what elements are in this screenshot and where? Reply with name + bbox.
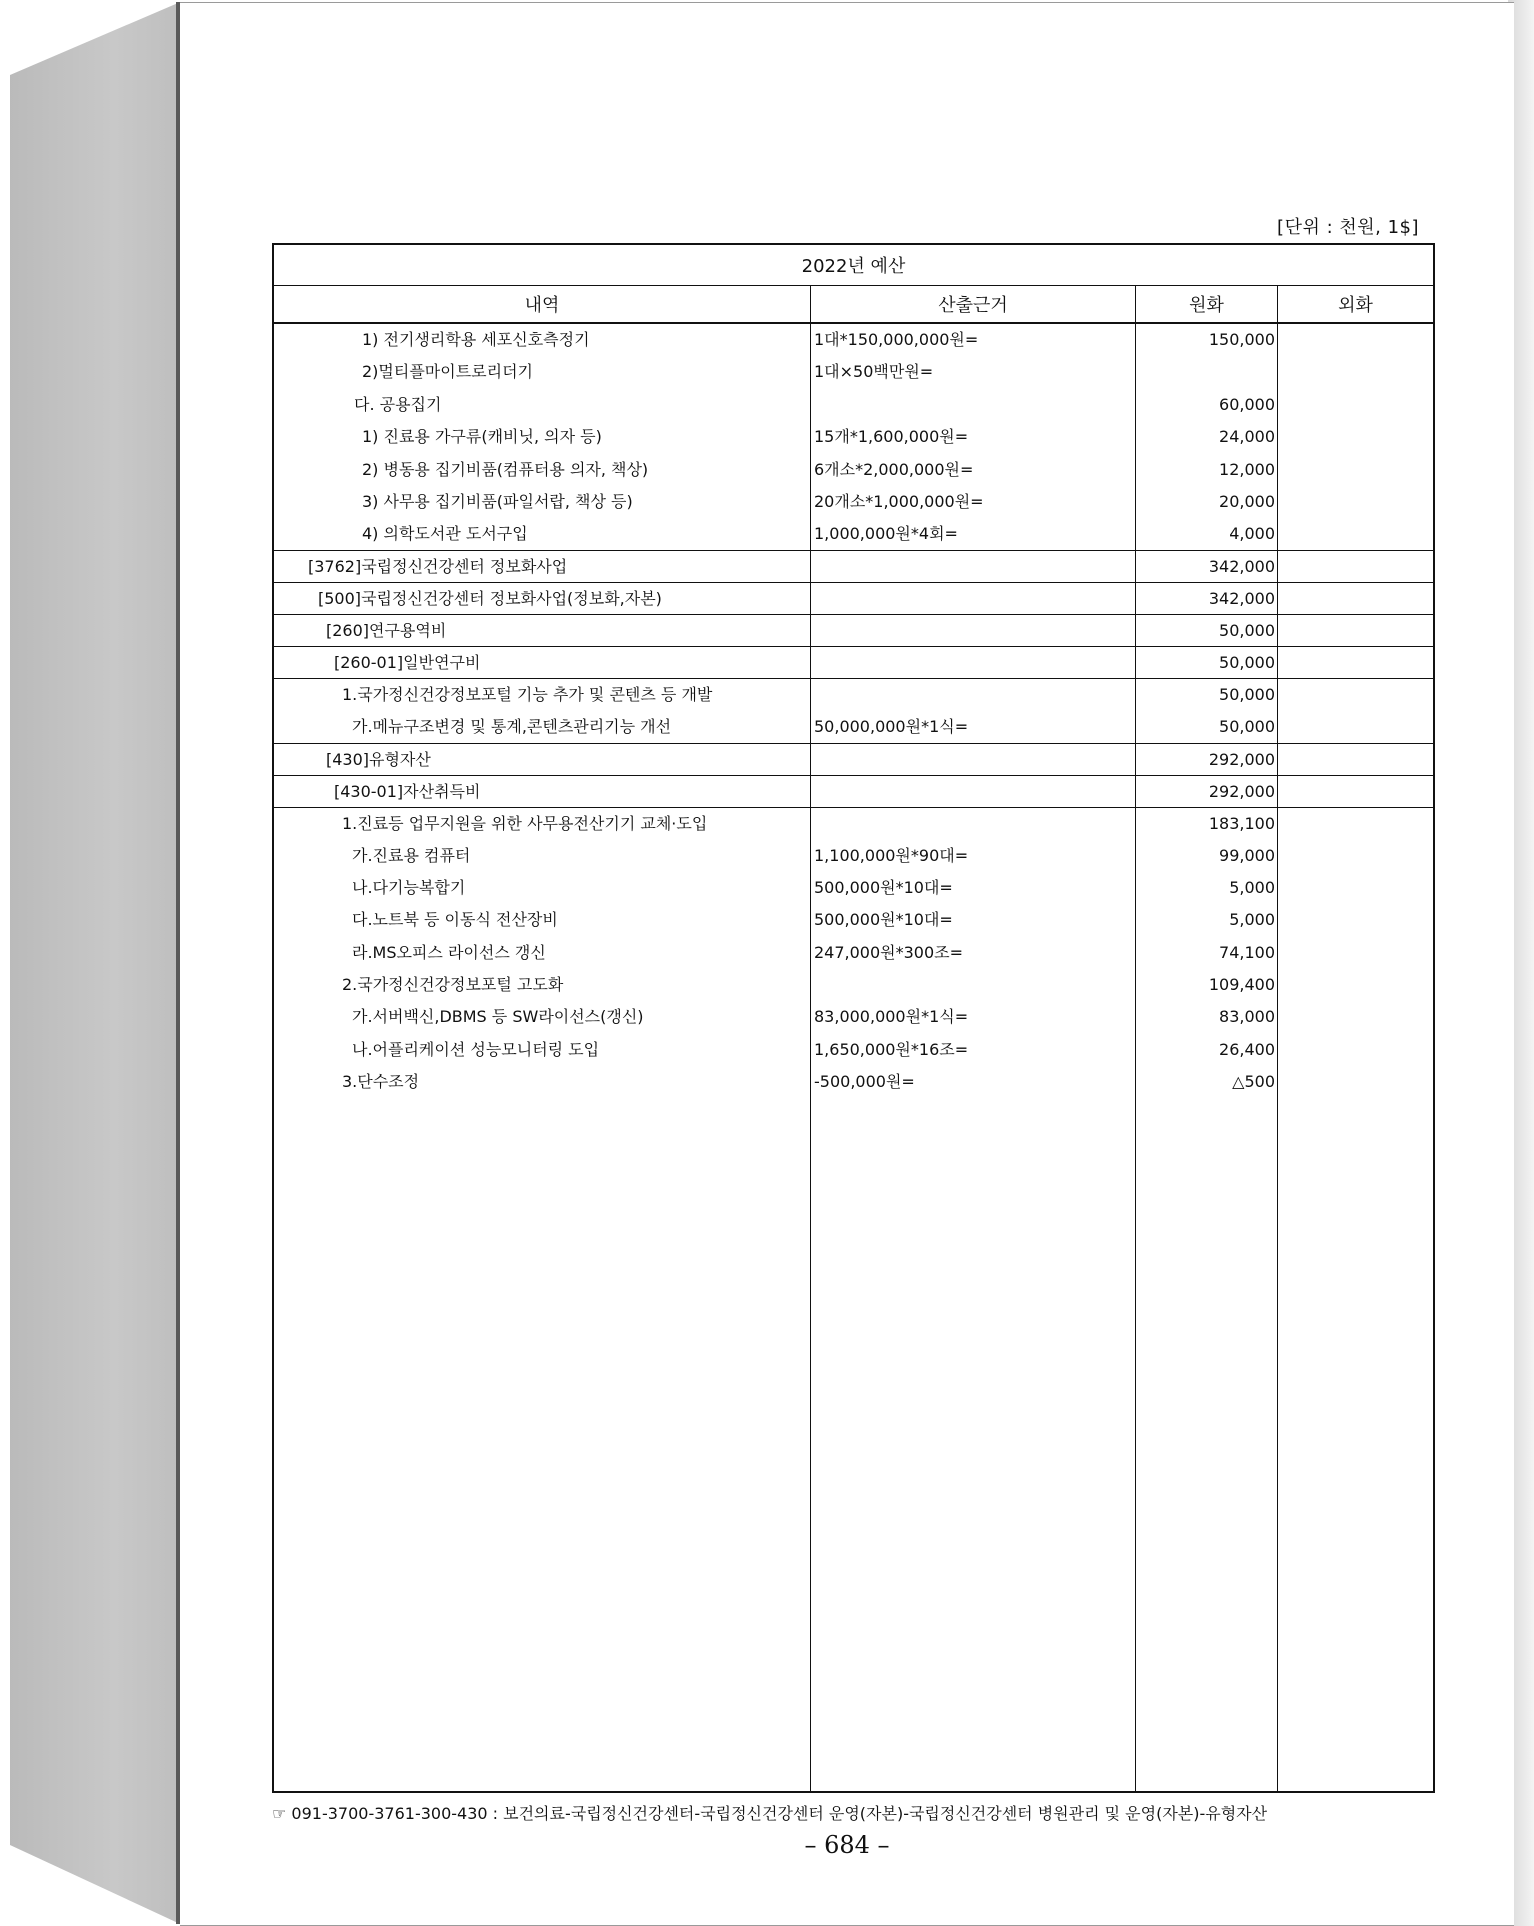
row-details: [260-01]일반연구비 xyxy=(334,653,481,672)
row-basis: 500,000원*10대= xyxy=(814,910,953,929)
row-won: 12,000 xyxy=(1219,460,1275,479)
binding-spine xyxy=(0,0,190,1926)
merged-cell xyxy=(811,552,1135,582)
table-row xyxy=(274,454,1433,486)
row-details: 1) 진료용 가구류(캐비닛, 의자 등) xyxy=(362,427,602,446)
row-won: 20,000 xyxy=(1219,492,1275,511)
row-basis: 1대*150,000,000원= xyxy=(814,330,979,349)
table-row xyxy=(274,904,1433,936)
table-row xyxy=(274,518,1433,550)
table-row xyxy=(274,646,1433,678)
row-won: 4,000 xyxy=(1229,524,1275,543)
table-row xyxy=(274,1001,1433,1033)
row-details: [430]유형자산 xyxy=(326,750,431,769)
row-won: 292,000 xyxy=(1208,782,1275,801)
year-header: 2022년 예산 xyxy=(274,245,1433,286)
merged-cell xyxy=(811,648,1135,678)
row-won: 60,000 xyxy=(1219,395,1275,414)
row-details: [3762]국립정신건강센터 정보화사업 xyxy=(308,557,568,576)
table-row xyxy=(274,486,1433,518)
row-details: 4) 의학도서관 도서구입 xyxy=(362,524,528,543)
row-basis: 1,000,000원*4회= xyxy=(814,524,958,543)
row-won xyxy=(1136,356,1275,388)
row-basis: 6개소*2,000,000원= xyxy=(814,460,974,479)
row-won: 50,000 xyxy=(1219,621,1275,640)
merged-cell xyxy=(811,777,1135,807)
row-won: 150,000 xyxy=(1208,330,1275,349)
row-basis: 20개소*1,000,000원= xyxy=(814,492,984,511)
row-basis: 247,000원*300조= xyxy=(814,943,964,962)
table-row xyxy=(274,550,1433,582)
row-won: 74,100 xyxy=(1219,943,1275,962)
table-row xyxy=(274,614,1433,646)
row-details: 나.어플리케이션 성능모니터링 도입 xyxy=(352,1040,600,1059)
row-won: 24,000 xyxy=(1219,427,1275,446)
row-details: [260]연구용역비 xyxy=(326,621,447,640)
column-header-won: 원화 xyxy=(1189,295,1224,316)
header-divider xyxy=(1277,286,1278,324)
row-details: 3.단수조정 xyxy=(342,1072,420,1091)
row-details: 2) 병동용 집기비품(컴퓨터용 의자, 책상) xyxy=(362,460,649,479)
column-header-foreign: 외화 xyxy=(1338,295,1373,316)
table-row xyxy=(274,678,1433,710)
row-details: 1) 전기생리학용 세포신호측정기 xyxy=(362,330,590,349)
row-basis: 50,000,000원*1식= xyxy=(814,717,969,736)
table-row xyxy=(274,840,1433,872)
header-divider xyxy=(810,286,811,324)
column-header-basis: 산출근거 xyxy=(938,295,1008,316)
row-won: 5,000 xyxy=(1229,910,1275,929)
row-details: 라.MS오피스 라이선스 갱신 xyxy=(352,943,546,962)
merged-cell xyxy=(811,616,1135,646)
row-basis: 15개*1,600,000원= xyxy=(814,427,969,446)
column-header-row xyxy=(274,286,1433,324)
row-details: 2.국가정신건강정보포털 고도화 xyxy=(342,975,564,994)
table-row xyxy=(274,1034,1433,1066)
table-row xyxy=(274,1066,1433,1098)
row-won: 50,000 xyxy=(1219,685,1275,704)
table-row xyxy=(274,582,1433,614)
row-basis: 1,650,000원*16조= xyxy=(814,1040,969,1059)
row-won: 26,400 xyxy=(1219,1040,1275,1059)
row-details: 1.진료등 업무지원을 위한 사무용전산기기 교체·도입 xyxy=(342,814,708,833)
merged-cell xyxy=(811,745,1135,775)
table-row xyxy=(274,389,1433,421)
table-row xyxy=(274,937,1433,969)
merged-cell xyxy=(811,584,1135,614)
row-details: [500]국립정신건강센터 정보화사업(정보화,자본) xyxy=(318,589,662,608)
row-details: 나.다기능복합기 xyxy=(352,878,466,897)
footnote: ☞ 091-3700-3761-300-430 : 보건의료-국립정신건강센터-국립정신건강센터 운영(자본)-국립정신건강센터 병원관리 및 운영(자본)-유형자산 xyxy=(272,1804,1268,1823)
table-row xyxy=(274,872,1433,904)
unit-note: [단위 : 천원, 1$] xyxy=(1277,217,1419,238)
row-won: 5,000 xyxy=(1229,878,1275,897)
row-details: 다.노트북 등 이동식 전산장비 xyxy=(352,910,558,929)
row-won: 83,000 xyxy=(1219,1007,1275,1026)
table-row xyxy=(274,324,1433,356)
row-basis: 1,100,000원*90대= xyxy=(814,846,969,865)
row-details: 2)멀티플마이트로리더기 xyxy=(362,362,533,381)
document-page xyxy=(180,2,1514,1926)
row-details: 1.국가정신건강정보포털 기능 추가 및 콘텐츠 등 개발 xyxy=(342,685,713,704)
column-header-details: 내역 xyxy=(524,295,560,316)
row-details: 가.서버백신,DBMS 등 SW라이선스(갱신) xyxy=(352,1007,644,1026)
row-basis: 83,000,000원*1식= xyxy=(814,1007,969,1026)
table-row xyxy=(274,711,1433,743)
row-won: 342,000 xyxy=(1208,589,1275,608)
row-won: 109,400 xyxy=(1208,975,1275,994)
header-divider xyxy=(1135,286,1136,324)
row-details: 다. 공용집기 xyxy=(354,395,442,414)
row-won: 342,000 xyxy=(1208,557,1275,576)
table-row xyxy=(274,356,1433,388)
row-won: 99,000 xyxy=(1219,846,1275,865)
budget-table xyxy=(272,243,1435,1793)
table-row xyxy=(274,421,1433,453)
row-basis: -500,000원= xyxy=(814,1072,915,1091)
row-details: 가.메뉴구조변경 및 통계,콘텐츠관리기능 개선 xyxy=(352,717,672,736)
page-number: – 684 – xyxy=(804,1831,890,1859)
table-row xyxy=(274,743,1433,775)
row-basis: 1대×50백만원= xyxy=(814,362,934,381)
row-details: [430-01]자산취득비 xyxy=(334,782,481,801)
table-row xyxy=(274,775,1433,807)
row-won: 292,000 xyxy=(1208,750,1275,769)
row-details: 3) 사무용 집기비품(파일서랍, 책상 등) xyxy=(362,492,633,511)
row-won: 50,000 xyxy=(1219,653,1275,672)
row-won: 183,100 xyxy=(1208,814,1275,833)
row-won: △500 xyxy=(1232,1072,1275,1091)
row-basis: 500,000원*10대= xyxy=(814,878,953,897)
row-details: 가.진료용 컴퓨터 xyxy=(352,846,471,865)
row-won: 50,000 xyxy=(1219,717,1275,736)
table-row xyxy=(274,969,1433,1001)
table-row xyxy=(274,807,1433,839)
